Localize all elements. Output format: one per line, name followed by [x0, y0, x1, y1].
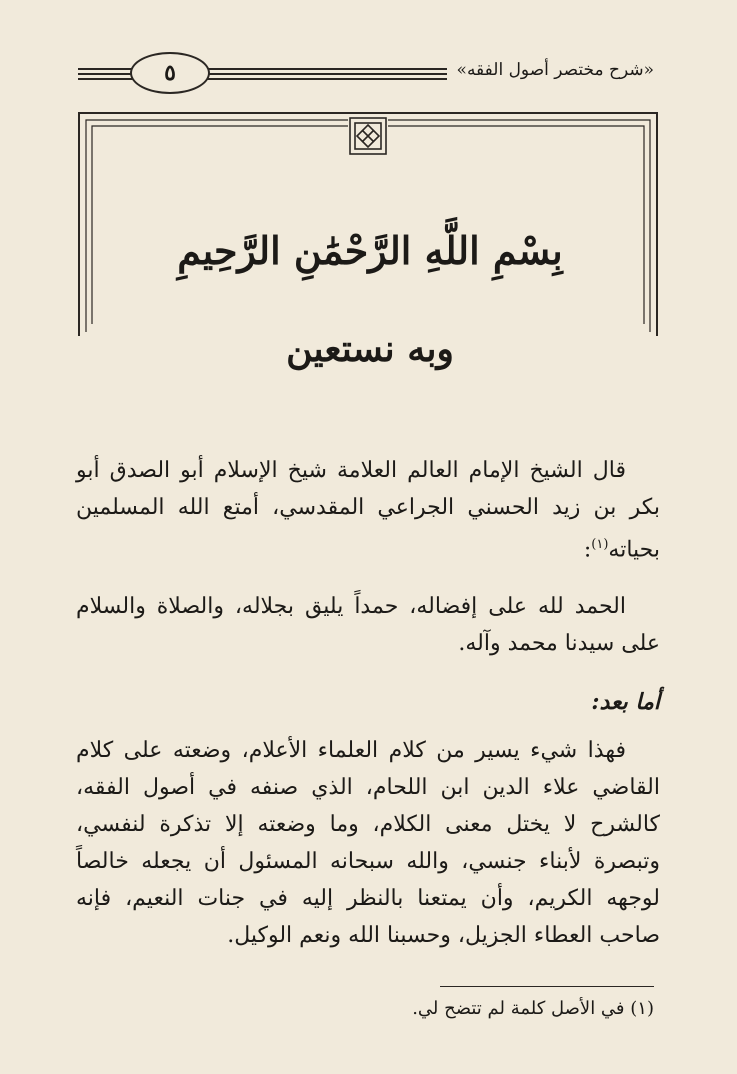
page-number: ٥ — [130, 52, 210, 94]
ornament-icon — [348, 116, 388, 156]
footnote-rule — [440, 986, 654, 987]
praise-paragraph: الحمد لله على إفضاله، حمداً يليق بجلاله، والصلاة والسلام على سيدنا محمد وآله. — [76, 594, 660, 656]
intro-colon: : — [583, 537, 592, 563]
intro-text: قال الشيخ الإمام العالم العلامة شيخ الإسلام أبو الصدق أبو بكر بن زيد الحسني الجراعي المقدسي، أمتع الله المسلمين بحياته — [76, 458, 660, 563]
main-paragraph: فهذا شيء يسير من كلام العلماء الأعلام، وضعته على كلام القاضي علاء الدين ابن اللحام، الذي صنفه في أصول الفقه، كالشرح لا يختل معنى الكلام، وما وضعته إلا تذكرة لنفسي، وتبصرة لأبناء جنسي، والله سبحانه المسئول أن يجعله خالصاً لوجهه الكريم، وأن يمتعنا بالنظر إليه في جنات النعيم، فإنه صاحب العطاء الجزيل، وحسبنا الله ونعم الوكيل. — [76, 738, 660, 948]
footnote — [340, 998, 654, 1019]
running-title: «شرح مختصر أصول الفقه» — [447, 60, 654, 80]
opening-heading: وبه نستعين — [286, 328, 454, 370]
basmala: بِسْمِ اللَّهِ الرَّحْمَٰنِ الرَّحِيمِ — [177, 228, 563, 273]
amma-bad-heading: أما بعد: — [591, 689, 660, 715]
footnote-marker: (١) — [591, 537, 609, 552]
footnote-number: (١) — [630, 998, 654, 1019]
running-header — [78, 50, 654, 98]
intro-paragraph — [76, 452, 660, 568]
footnote-text: في الأصل كلمة لم تتضح لي. — [412, 998, 625, 1019]
